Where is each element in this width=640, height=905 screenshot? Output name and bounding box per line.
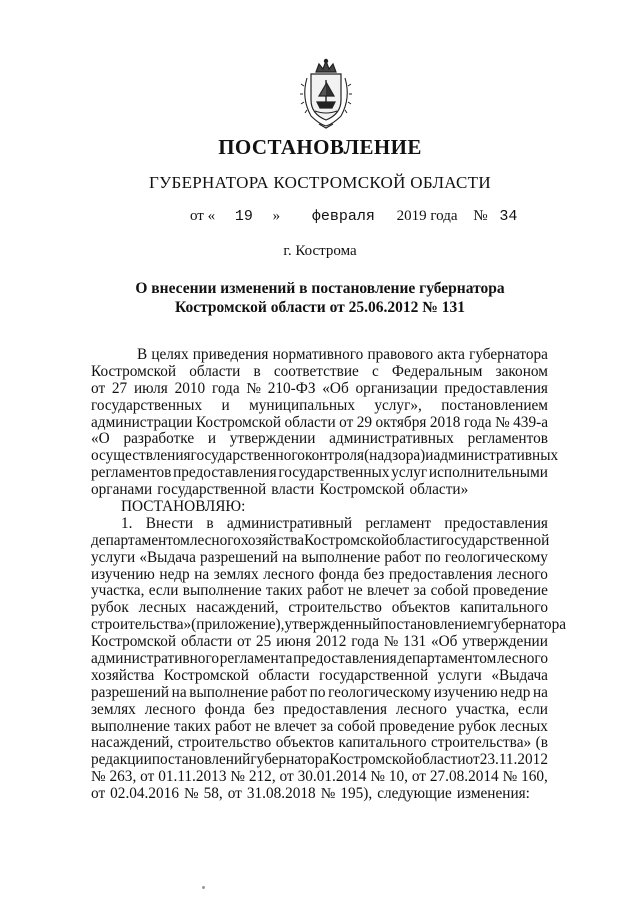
body-line: департаментом лесного хозяйства Костромской области государственной xyxy=(91,531,550,549)
document-title: ПОСТАНОВЛЕНИЕ xyxy=(218,135,422,159)
body-line: разрешений на выполнение работ по геологическому изучению недр на xyxy=(91,683,548,701)
body-line: Костромской области в соответствие с Федеральным законом xyxy=(91,362,548,380)
decree-body xyxy=(91,346,567,803)
body-line: насаждений, строительство объектов капитального строительства» (в xyxy=(91,734,548,752)
body-line: государственных и муниципальных услуг», постановлением xyxy=(91,396,548,414)
body-line: осуществления государственного контроля (надзора) и административных xyxy=(91,447,559,465)
body-line: изучению недр на землях лесного фонда без предоставления лесного xyxy=(91,565,548,583)
date-month: февраля xyxy=(311,208,375,225)
body-line: Костромской области от 25 июня 2012 года № 131 «Об утверждении xyxy=(91,633,548,651)
date-close-quote: » xyxy=(272,208,281,224)
body-line: 1. Внести в административный регламент предоставления xyxy=(121,514,548,532)
coat-of-arms-emblem xyxy=(297,58,355,130)
number-sign: № xyxy=(473,208,488,224)
body-line: рубок лесных насаждений, строительство объектов капитального xyxy=(91,599,548,617)
body-line: администрации Костромской области от 29 октября 2018 года № 439-а xyxy=(91,413,548,431)
issuer-subtitle: ГУБЕРНАТОРА КОСТРОМСКОЙ ОБЛАСТИ xyxy=(149,173,491,192)
date-line xyxy=(190,208,517,225)
body-line: от 27 июля 2010 года № 210-ФЗ «Об организации предоставления xyxy=(91,379,548,397)
body-line: редакции постановлений губернатора Костромской области от 23.11.2012 xyxy=(91,751,548,769)
body-line: от 02.04.2016 № 58, от 31.08.2018 № 195), следующие изменения: xyxy=(91,785,530,803)
body-line: № 263, от 01.11.2013 № 212, от 30.01.2014 № 10, от 27.08.2014 № 160, xyxy=(91,768,548,786)
date-year: 2019 года xyxy=(396,208,458,224)
date-day: 19 xyxy=(234,208,253,225)
scan-speck xyxy=(202,886,205,889)
body-line: выполнение таких работ не влечет за собой проведение рубок лесных xyxy=(91,717,548,735)
decree-heading xyxy=(130,279,510,317)
body-line: органами государственной власти Костромской области» xyxy=(91,481,469,499)
body-line: административного регламента предоставления департаментом лесного xyxy=(91,650,548,668)
heading-line-1: О внесении изменений в постановление губернатора xyxy=(135,280,505,297)
date-prefix: от « xyxy=(190,208,216,224)
city-line: г. Кострома xyxy=(283,243,357,259)
body-line: ПОСТАНОВЛЯЮ: xyxy=(121,498,246,516)
body-line: строительства» (приложение), утвержденный постановлением губернатора xyxy=(91,616,567,634)
heading-line-2: Костромской области от 25.06.2012 № 131 xyxy=(175,299,465,316)
body-line: регламентов предоставления государственных услуг исполнительными xyxy=(91,464,548,482)
body-line: землях лесного фонда без предоставления лесного участка, если xyxy=(91,700,548,718)
body-line: хозяйства Костромской области государственной услуги «Выдача xyxy=(91,666,548,684)
body-line: «О разработке и утверждении административных регламентов xyxy=(91,430,548,448)
body-line: услуги «Выдача разрешений на выполнение работ по геологическому xyxy=(91,548,548,566)
body-line: В целях приведения нормативного правового акта губернатора xyxy=(137,346,548,363)
decree-number: 34 xyxy=(499,208,518,225)
body-line: участка, если выполнение таких работ не влечет за собой проведение xyxy=(91,582,548,600)
